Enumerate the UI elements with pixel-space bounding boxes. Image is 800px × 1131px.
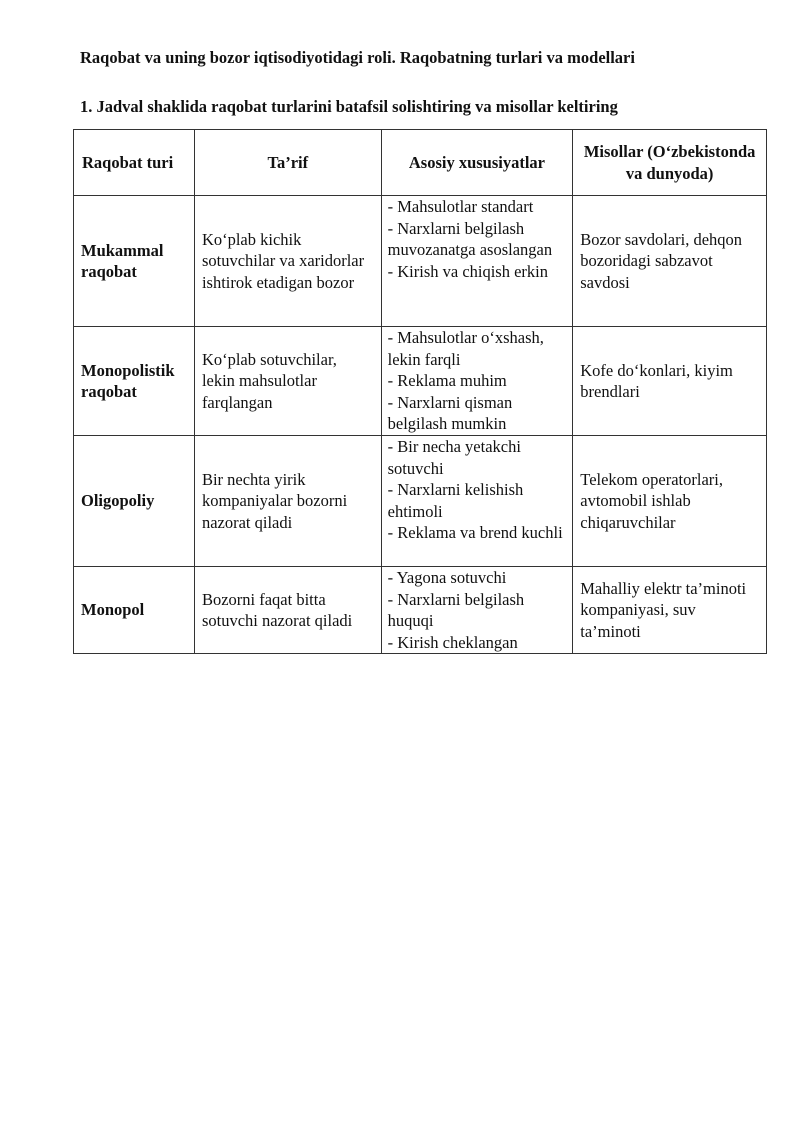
examples-cell: Telekom operatorlari, avtomobil ishlab chiqaruvchilar xyxy=(573,436,767,567)
examples-cell: Mahalliy elektr ta’minoti kompaniyasi, suv ta’minoti xyxy=(573,567,767,654)
feature-item: - Narxlarni belgilash huquqi xyxy=(387,589,525,630)
page-title: Raqobat va uning bozor iqtisodiyotidagi roli. Raqobatning turlari va modellari xyxy=(80,48,635,67)
feature-item: - Narxlarni kelishish ehtimoli xyxy=(387,480,524,521)
competition-comparison-table xyxy=(73,129,767,654)
features-cell xyxy=(381,436,573,567)
feature-item: - Reklama va brend kuchli xyxy=(387,523,563,542)
definition-cell: Ko‘plab sotuvchilar, lekin mahsulotlar farqlangan xyxy=(194,327,381,436)
task-heading: 1. Jadval shaklida raqobat turlarini batafsil solishtiring va misollar keltiring xyxy=(80,97,618,116)
examples-cell: Kofe do‘konlari, kiyim brendlari xyxy=(573,327,767,436)
feature-item: - Yagona sotuvchi xyxy=(387,568,507,587)
table-row xyxy=(74,327,767,436)
table-row xyxy=(74,567,767,654)
competition-type-cell: Monopol xyxy=(74,567,195,654)
features-cell xyxy=(381,567,573,654)
feature-item: - Narxlarni qisman belgilash mumkin xyxy=(387,392,513,433)
table-header-row xyxy=(74,130,767,196)
feature-item: - Mahsulotlar standart xyxy=(387,197,534,216)
features-cell xyxy=(381,196,573,327)
feature-item: - Kirish cheklangan xyxy=(387,632,518,652)
feature-item: - Narxlarni belgilash muvozanatga asoslangan xyxy=(387,218,553,259)
examples-cell: Bozor savdolari, dehqon bozoridagi sabzavot savdosi xyxy=(573,196,767,327)
competition-type-cell: Monopolistik raqobat xyxy=(74,327,195,436)
feature-item: - Reklama muhim xyxy=(387,371,507,390)
header-key-features: Asosiy xususiyatlar xyxy=(381,130,573,196)
header-definition: Ta’rif xyxy=(194,130,381,196)
feature-item: - Kirish va chiqish erkin xyxy=(387,261,549,281)
feature-item: - Mahsulotlar o‘xshash, lekin farqli xyxy=(387,328,544,369)
features-cell xyxy=(381,327,573,436)
definition-cell: Bir nechta yirik kompaniyalar bozorni nazorat qiladi xyxy=(194,436,381,567)
table-row xyxy=(74,436,767,567)
table-row xyxy=(74,196,767,327)
definition-cell: Bozorni faqat bitta sotuvchi nazorat qiladi xyxy=(194,567,381,654)
competition-type-cell: Oligopoliy xyxy=(74,436,195,567)
definition-cell: Ko‘plab kichik sotuvchilar va xaridorlar ishtirok etadigan bozor xyxy=(194,196,381,327)
feature-item: - Bir necha yetakchi sotuvchi xyxy=(387,437,521,478)
header-examples: Misollar (O‘zbekistonda va dunyoda) xyxy=(573,130,767,196)
header-competition-type: Raqobat turi xyxy=(74,130,195,196)
competition-type-cell: Mukammal raqobat xyxy=(74,196,195,327)
